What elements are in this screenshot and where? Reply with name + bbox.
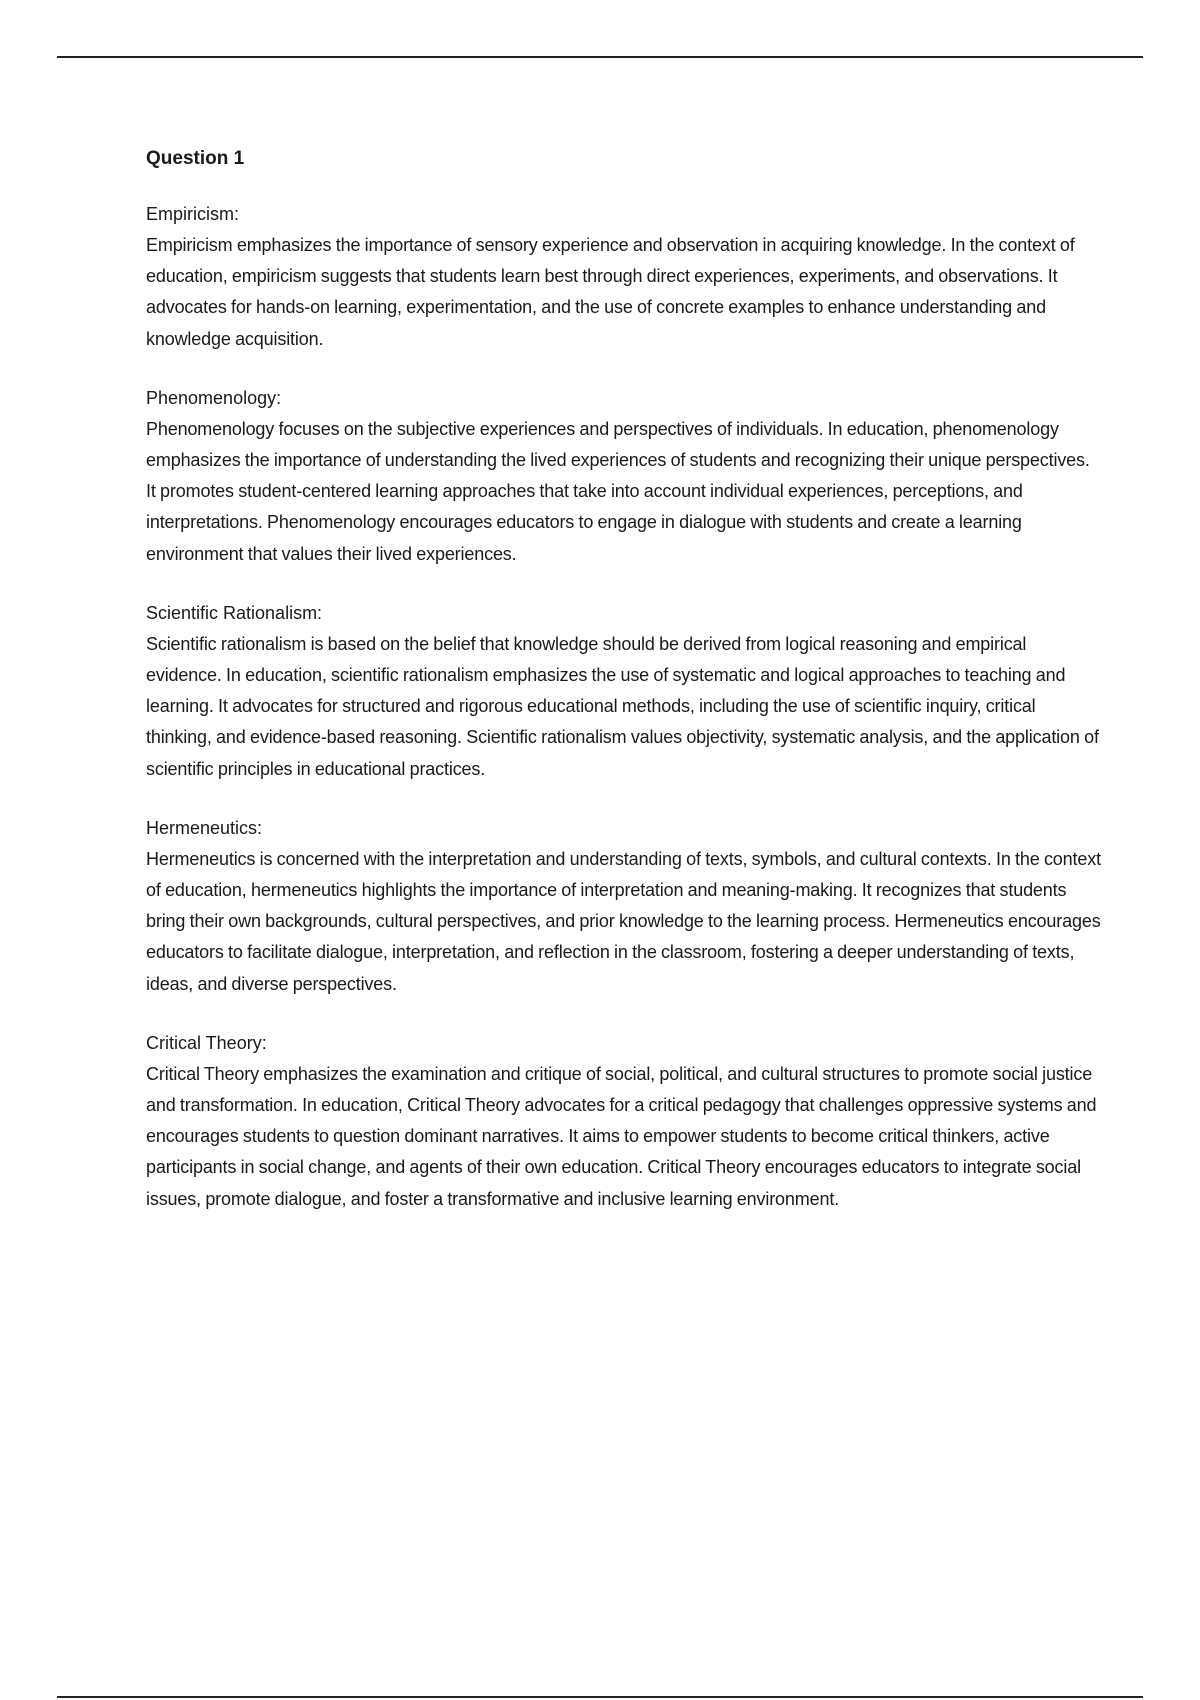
question-title: Question 1 (146, 148, 245, 169)
section-heading: Empiricism: (146, 204, 239, 224)
section-heading: Critical Theory: (146, 1032, 267, 1053)
section-paragraph: Scientific rationalism is based on the belief that knowledge should be derived from logical reasoning and empirical evidence. In education, scientific rationalism emphasizes the use of systematic and logical approaches to teaching and learning. It advocates for structured and rigorous educational methods, including the use of scientific inquiry, critical thinking, and evidence-based reasoning. Scientific rationalism values objectivity, systematic analysis, and the application of scientific principles in educational practices. (146, 633, 1099, 779)
section-paragraph: Critical Theory emphasizes the examination and critique of social, political, and cultural structures to promote social justice and transformation. In education, Critical Theory advocates for a critical pedagogy that challenges oppressive systems and encourages students to question dominant narratives. It aims to empower students to become critical thinkers, active participants in social change, and agents of their own education. Critical Theory encourages educators to integrate social issues, promote dialogue, and foster a transformative and inclusive learning environment. (146, 1063, 1097, 1209)
section-critical-theory (146, 1028, 1101, 1215)
page-bottom-rule (57, 1696, 1143, 1698)
section-hermeneutics (146, 813, 1101, 1000)
section-heading: Hermeneutics: (146, 817, 263, 838)
section-heading: Phenomenology: (146, 387, 282, 408)
document-body (146, 146, 1101, 1243)
section-paragraph: Empiricism emphasizes the importance of sensory experience and observation in acquiring knowledge. In the context of education, empiricism suggests that students learn best through direct experiences, experiments, and observations. It advocates for hands-on learning, experimentation, and the use of concrete examples to enhance understanding and knowledge acquisition. (146, 235, 1075, 349)
section-scientific-rationalism (146, 598, 1101, 785)
section-paragraph: Hermeneutics is concerned with the interpretation and understanding of texts, symbols, and cultural contexts. In the context of education, hermeneutics highlights the importance of interpretation and meaning-making. It recognizes that students bring their own backgrounds, cultural perspectives, and prior knowledge to the learning process. Hermeneutics encourages educators to facilitate dialogue, interpretation, and reflection in the classroom, fostering a deeper understanding of texts, ideas, and diverse perspectives. (146, 848, 1101, 994)
section-phenomenology (146, 383, 1101, 570)
page-top-rule (57, 56, 1143, 58)
section-empiricism (146, 199, 1101, 355)
section-paragraph: Phenomenology focuses on the subjective experiences and perspectives of individuals. In education, phenomenology emphasizes the importance of understanding the lived experiences of students and recognizing their unique perspectives. It promotes student-centered learning approaches that take into account individual experiences, perceptions, and interpretations. Phenomenology encourages educators to engage in dialogue with students and create a learning environment that values their lived experiences. (146, 418, 1090, 564)
section-heading: Scientific Rationalism: (146, 602, 323, 623)
